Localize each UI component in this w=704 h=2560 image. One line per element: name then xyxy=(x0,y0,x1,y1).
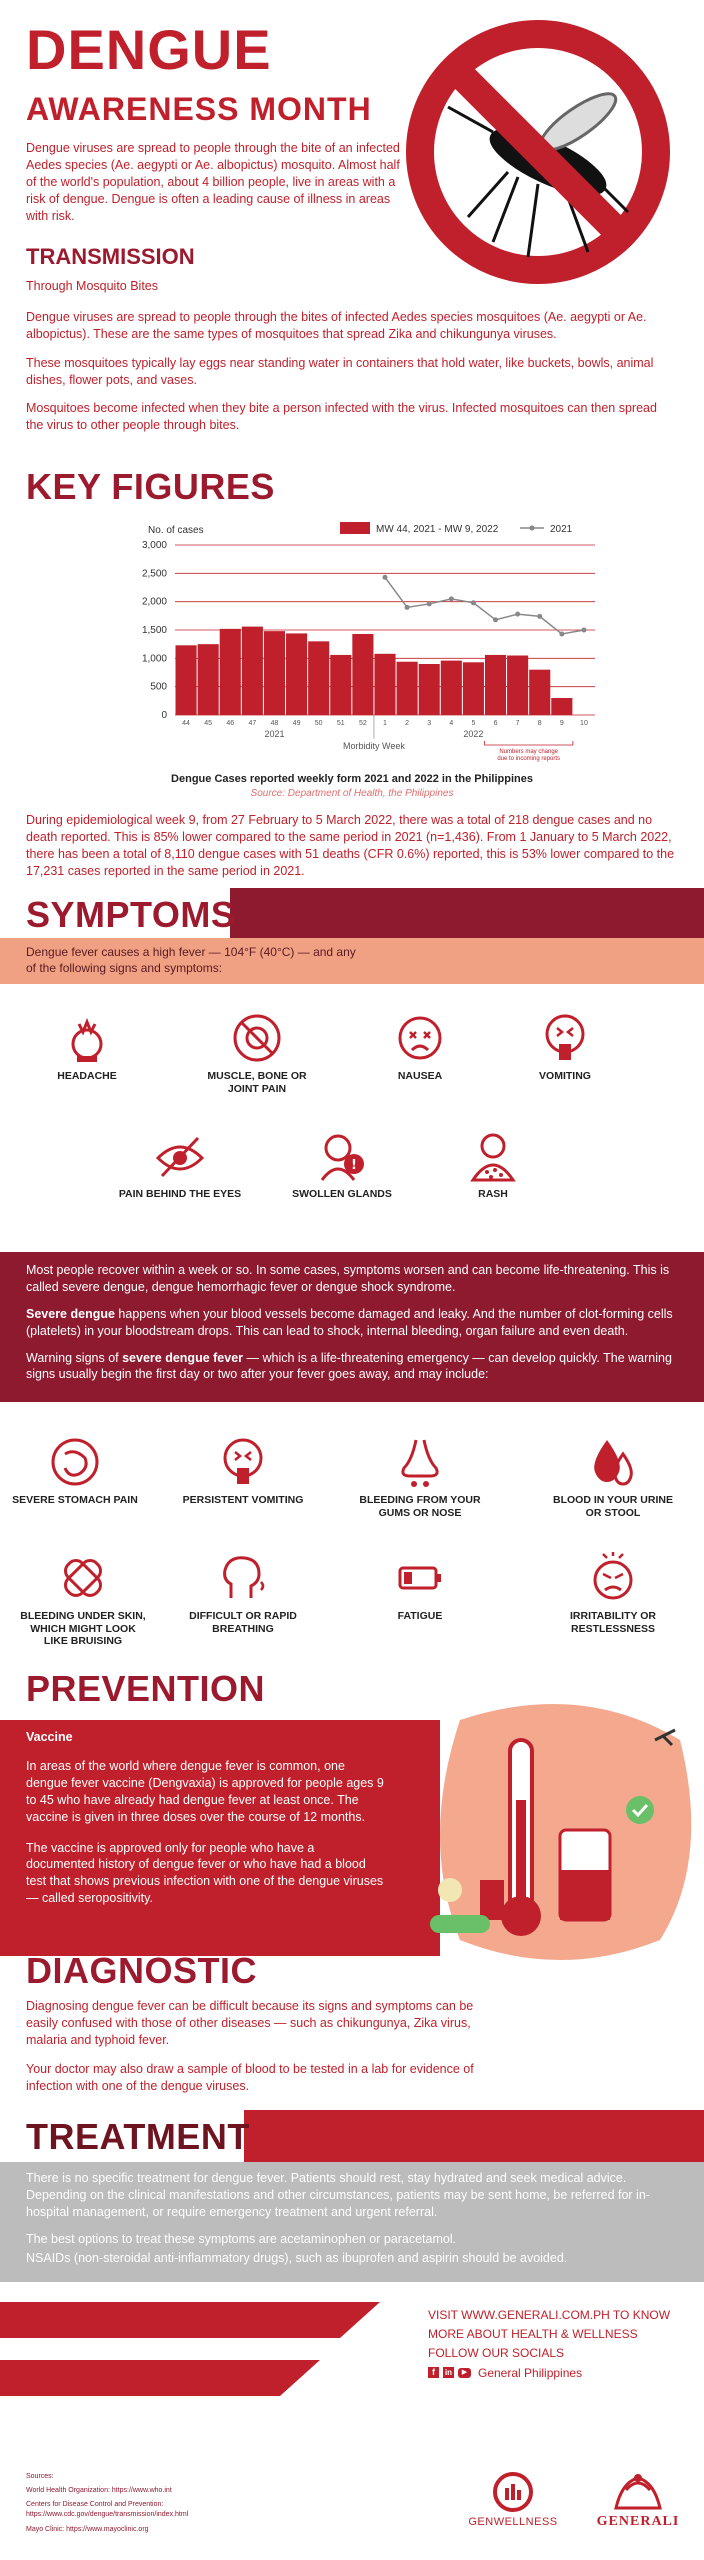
warning-bruising xyxy=(18,1552,148,1648)
x-axis-label: Morbidity Week xyxy=(343,741,405,751)
y-tick-label: 500 xyxy=(150,681,167,693)
severe-dengue-block xyxy=(0,1252,704,1402)
transmission-p2: These mosquitoes typically lay eggs near standing water in containers that hold water, like buckets, bowls, animal dishes, flower pots, and vases. xyxy=(26,355,654,387)
x-tick-label: 6 xyxy=(493,720,498,727)
warning-label: BLOOD IN YOUR URINE OR STOOL xyxy=(553,1494,673,1519)
transmission-section xyxy=(0,244,704,434)
bar xyxy=(419,664,440,715)
diagnostic-section xyxy=(0,1950,704,2094)
x-tick-label: 47 xyxy=(248,720,257,727)
symptom-label: VOMITING xyxy=(539,1070,591,1082)
prevention-subheading: Vaccine xyxy=(26,1730,73,1744)
bar xyxy=(352,634,373,715)
legend-label-line: 2021 xyxy=(550,524,573,535)
symptom-nausea xyxy=(355,1012,485,1083)
page-title-line1: DENGUE xyxy=(26,18,272,81)
diagnostic-p1: Diagnosing dengue fever can be difficult because its signs and symptoms can be easily confused with those of other diseases — such as chikungunya, Zika virus, malaria and typhoid fever. xyxy=(26,1999,474,2047)
warning-label: SEVERE STOMACH PAIN xyxy=(12,1494,138,1506)
transmission-subheading: Through Mosquito Bites xyxy=(26,279,159,293)
line-point xyxy=(559,631,564,636)
line-point xyxy=(581,628,586,633)
symptoms-p3-pre: Warning signs of xyxy=(26,1350,123,1365)
year-label-2022: 2022 xyxy=(463,729,484,739)
symptoms-heading: SYMPTOMS xyxy=(26,894,236,935)
y-tick-label: 3,000 xyxy=(141,540,167,551)
prevention-p2: The vaccine is approved only for people who have a documented history of dengue fever or who have had a blood test that shows previous infection with one of the dengue viruses — called seropositivity. xyxy=(26,1840,384,1906)
swollen-glands-icon xyxy=(316,1130,368,1182)
symptoms-lead: Dengue fever causes a high fever — 104°F (40°C) — and any of the following signs and symptoms: xyxy=(26,945,356,976)
y-tick-label: 1,000 xyxy=(141,653,167,665)
muscle-pain-icon xyxy=(231,1012,283,1064)
cta-line1: VISIT WWW.GENERALI.COM.PH TO KNOW xyxy=(428,2308,671,2322)
social-handle[interactable]: General Philippines xyxy=(478,2365,583,2380)
legend-label-bars: MW 44, 2021 - MW 9, 2022 xyxy=(376,524,499,535)
x-tick-label: 8 xyxy=(537,720,542,727)
legend-marker-line xyxy=(530,526,535,531)
symptom-vomiting xyxy=(500,1012,630,1083)
generali-wordmark: GENERALI xyxy=(596,2514,680,2529)
diagnostic-p2: Your doctor may also draw a sample of blood to be tested in a lab for evidence of infection with one of the dengue viruses. xyxy=(26,2061,474,2093)
vaccine-illustration xyxy=(400,1680,700,1980)
headache-icon xyxy=(61,1012,113,1064)
y-axis-label: No. of cases xyxy=(148,525,204,536)
symptoms-p3 xyxy=(26,1350,678,1384)
svg-text:!: ! xyxy=(351,1158,357,1173)
symptom-swollen-glands xyxy=(277,1130,407,1201)
bar xyxy=(220,629,241,715)
year-label-2021: 2021 xyxy=(264,729,285,739)
cta-line2: MORE ABOUT HEALTH & WELLNESS xyxy=(428,2327,638,2342)
rash-icon xyxy=(467,1130,519,1182)
warning-blood-urine xyxy=(548,1436,678,1519)
sources-title: Sources: xyxy=(26,2473,54,2480)
low-battery-icon xyxy=(394,1552,446,1604)
chart-caption: Dengue Cases reported weekly form 2021 and 2022 in the Philippines xyxy=(171,773,533,785)
diagnostic-heading: DIAGNOSTIC xyxy=(26,1950,258,1991)
prevention-block xyxy=(0,1720,440,1956)
symptom-label: HEADACHE xyxy=(57,1070,117,1082)
breathing-icon xyxy=(217,1552,269,1604)
symptoms-p2 xyxy=(26,1306,678,1340)
x-tick-label: 4 xyxy=(449,720,454,727)
symptoms-p3-bold: severe dengue fever xyxy=(122,1350,244,1365)
symptom-label: SWOLLEN GLANDS xyxy=(292,1188,392,1200)
y-tick-label: 1,500 xyxy=(141,625,167,636)
warning-vomiting xyxy=(178,1436,308,1507)
line-point xyxy=(515,612,520,617)
blood-drop-icon xyxy=(587,1436,639,1488)
line-point xyxy=(383,575,388,580)
symptom-rash xyxy=(428,1130,558,1201)
bar xyxy=(308,641,329,715)
key-figures-section xyxy=(0,466,704,508)
bandage-icon xyxy=(57,1552,109,1604)
dengue-cases-chart xyxy=(100,515,610,765)
bar xyxy=(176,645,197,715)
cta-line3: FOLLOW OUR SOCIALS xyxy=(428,2346,565,2361)
bar xyxy=(374,654,395,715)
bar xyxy=(330,655,351,715)
x-tick-label: 1 xyxy=(383,720,387,727)
x-tick-label: 44 xyxy=(182,720,190,727)
chart-source: Source: Department of Health, the Philippines xyxy=(250,788,454,799)
social-row[interactable] xyxy=(428,2366,698,2380)
nose-bleeding-icon xyxy=(394,1436,446,1488)
treatment-block xyxy=(0,2162,704,2282)
warning-fatigue xyxy=(355,1552,485,1623)
y-tick-label: 2,000 xyxy=(141,596,167,608)
symptoms-p3-text: — which is a life-threatening emergency — can develop quickly. The warning signs usually begin the first day or two after your fever goes away, and may include: xyxy=(26,1350,672,1382)
line-point xyxy=(493,617,498,622)
stomach-pain-icon xyxy=(49,1436,101,1488)
warning-irritability xyxy=(548,1552,678,1635)
note-line1: Numbers may change xyxy=(499,749,559,755)
key-figures-text: During epidemiological week 9, from 27 February to 5 March 2022, there was a total of 218 dengue cases and no death reported. This is 85% lower compared to the same period in 2021 (n=1,436). From 1 January to 5 March 2022, there has been a total of 8,110 dengue cases with 51 deaths (CFR 0.6%) reported, this is 53% lower compared to the 17,231 cases reported in the same period in 2021. xyxy=(26,813,675,878)
x-tick-label: 9 xyxy=(559,720,564,727)
transmission-p3: Mosquitoes become infected when they bite a person infected with the virus. Infected mosquitoes can then spread the virus to other people through bites. xyxy=(26,401,657,433)
prevention-p1: In areas of the world where dengue fever is common, one dengue fever vaccine (Dengvaxia) is approved for people ages 9 to 45 who have already had dengue fever at least once. The vaccine is given in three doses over the course of 12 months. xyxy=(26,1759,384,1824)
page-title-line2: AWARENESS MONTH xyxy=(26,91,372,127)
symptoms-heading-bar xyxy=(0,888,704,938)
persistent-vomiting-icon xyxy=(217,1436,269,1488)
key-figures-heading: KEY FIGURES xyxy=(26,466,275,507)
source-who[interactable]: World Health Organization: https://www.who.int xyxy=(26,2487,172,2495)
line-point xyxy=(449,596,454,601)
bar xyxy=(485,655,506,715)
youtube-icon[interactable]: ▶ xyxy=(458,2368,471,2378)
line-point xyxy=(405,605,410,610)
bar xyxy=(441,661,462,715)
x-tick-label: 51 xyxy=(336,720,345,727)
x-tick-label: 46 xyxy=(226,720,235,727)
x-tick-label: 48 xyxy=(270,720,279,727)
treatment-p1: There is no specific treatment for dengue fever. Patients should rest, stay hydrated and seek medical advice. Depending on the clinical manifestations and other circumstances, patients may be sent home, be referred for in-hospital management, or require emergency treatment and urgent referral. xyxy=(26,2171,650,2219)
x-tick-label: 49 xyxy=(292,720,301,727)
treatment-p2: The best options to treat these symptoms are acetaminophen or paracetamol. xyxy=(26,2231,457,2246)
note-bracket xyxy=(484,741,572,745)
source-mayo[interactable]: Mayo Clinic: https://www.mayoclinic.org xyxy=(26,2525,149,2533)
bar xyxy=(551,698,572,715)
bar xyxy=(463,662,484,715)
symptoms-lead-band xyxy=(0,938,704,984)
y-tick-label: 0 xyxy=(161,710,167,721)
y-tick-label: 2,500 xyxy=(141,568,167,580)
nausea-icon xyxy=(394,1012,446,1064)
angry-face-icon xyxy=(587,1552,639,1604)
treatment-p3: NSAIDs (non-steroidal anti-inflammatory drugs), such as ibuprofen and aspirin should be avoided. xyxy=(26,2250,568,2265)
symptom-label: RASH xyxy=(478,1188,508,1200)
treatment-heading-bar xyxy=(0,2110,704,2162)
bar xyxy=(198,644,219,715)
facebook-icon[interactable]: f xyxy=(428,2367,439,2378)
x-tick-label: 7 xyxy=(515,720,520,727)
vomiting-icon xyxy=(539,1012,591,1064)
legend-swatch-bars xyxy=(340,522,370,534)
warning-label: BLEEDING UNDER SKIN, WHICH MIGHT LOOK LIKE BRUISING xyxy=(20,1610,146,1648)
symptom-label: MUSCLE, BONE OR JOINT PAIN xyxy=(207,1070,307,1095)
x-tick-label: 10 xyxy=(580,720,588,727)
symptom-muscle-pain xyxy=(192,1012,322,1095)
genwellness-logo xyxy=(458,2470,568,2528)
bar xyxy=(286,633,307,715)
x-tick-label: 45 xyxy=(204,720,213,727)
footer-cta xyxy=(428,2306,698,2380)
prevention-heading: PREVENTION xyxy=(26,1668,266,1709)
warning-label: FATIGUE xyxy=(397,1610,443,1622)
x-tick-label: 5 xyxy=(471,720,476,727)
warning-label: DIFFICULT OR RAPID BREATHING xyxy=(189,1610,297,1635)
generali-logo xyxy=(588,2468,688,2530)
warning-stomach-pain xyxy=(10,1436,140,1507)
treatment-heading: TREATMENT xyxy=(26,2116,250,2157)
sources-block xyxy=(26,2472,326,2535)
x-tick-label: 50 xyxy=(314,720,323,727)
symptoms-p2-text: happens when your blood vessels become damaged and leaky. And the number of clot-forming cells (platelets) in your bloodstream drops. This can lead to shock, internal bleeding, organ failure and even death. xyxy=(26,1306,673,1338)
linkedin-icon[interactable]: in xyxy=(444,2368,453,2378)
header-section xyxy=(0,0,704,223)
intro-text: Dengue viruses are spread to people through the bite of an infected Aedes species (Ae. aegypti or Ae. albopictus) mosquito. Almost half of the world's population, about 4 billion people, live in areas with a risk of dengue. Dengue is often a leading cause of illness in areas with risk. xyxy=(26,141,400,223)
warning-label: IRRITABILITY OR RESTLESSNESS xyxy=(570,1610,656,1635)
warning-breathing xyxy=(178,1552,308,1635)
warning-label: BLEEDING FROM YOUR GUMS OR NOSE xyxy=(359,1494,481,1519)
warning-bleeding-gums xyxy=(355,1436,485,1519)
line-point xyxy=(471,600,476,605)
transmission-p1: Dengue viruses are spread to people through the bites of infected Aedes species mosquitoes (Ae. aegypti or Ae. albopictus). These are the same types of mosquitoes that spread Zika and chikungunya viruses. xyxy=(26,309,647,341)
x-tick-label: 3 xyxy=(427,720,432,727)
source-cdc[interactable]: Centers for Disease Control and Prevention: https://www.cdc.gov/dengue/transmission/index.html xyxy=(26,2501,189,2519)
line-point xyxy=(427,601,432,606)
line-series-2021 xyxy=(385,577,584,634)
transmission-heading: TRANSMISSION xyxy=(26,244,195,269)
eye-pain-icon xyxy=(154,1130,206,1182)
genwellness-wordmark: GENWELLNESS xyxy=(468,2516,558,2528)
chart-caption-block xyxy=(0,773,704,799)
x-tick-label: 52 xyxy=(358,720,367,727)
symptom-headache xyxy=(22,1012,152,1083)
symptom-label: NAUSEA xyxy=(397,1070,443,1082)
warning-label: PERSISTENT VOMITING xyxy=(182,1494,304,1506)
symptoms-p1: Most people recover within a week or so. In some cases, symptoms worsen and can become life-threatening. This is called severe dengue, dengue hemorrhagic fever or dengue shock syndrome. xyxy=(26,1263,670,1294)
symptoms-p2-bold: Severe dengue xyxy=(26,1306,115,1321)
bar xyxy=(397,662,418,715)
bar xyxy=(507,656,528,716)
line-point xyxy=(537,614,542,619)
bar xyxy=(264,631,285,715)
symptom-label: PAIN BEHIND THE EYES xyxy=(118,1188,242,1200)
x-tick-label: 2 xyxy=(405,720,410,727)
bar xyxy=(529,670,550,715)
symptom-eye-pain xyxy=(115,1130,245,1201)
bar xyxy=(242,627,263,715)
note-line2: due to incoming reports xyxy=(497,756,561,762)
